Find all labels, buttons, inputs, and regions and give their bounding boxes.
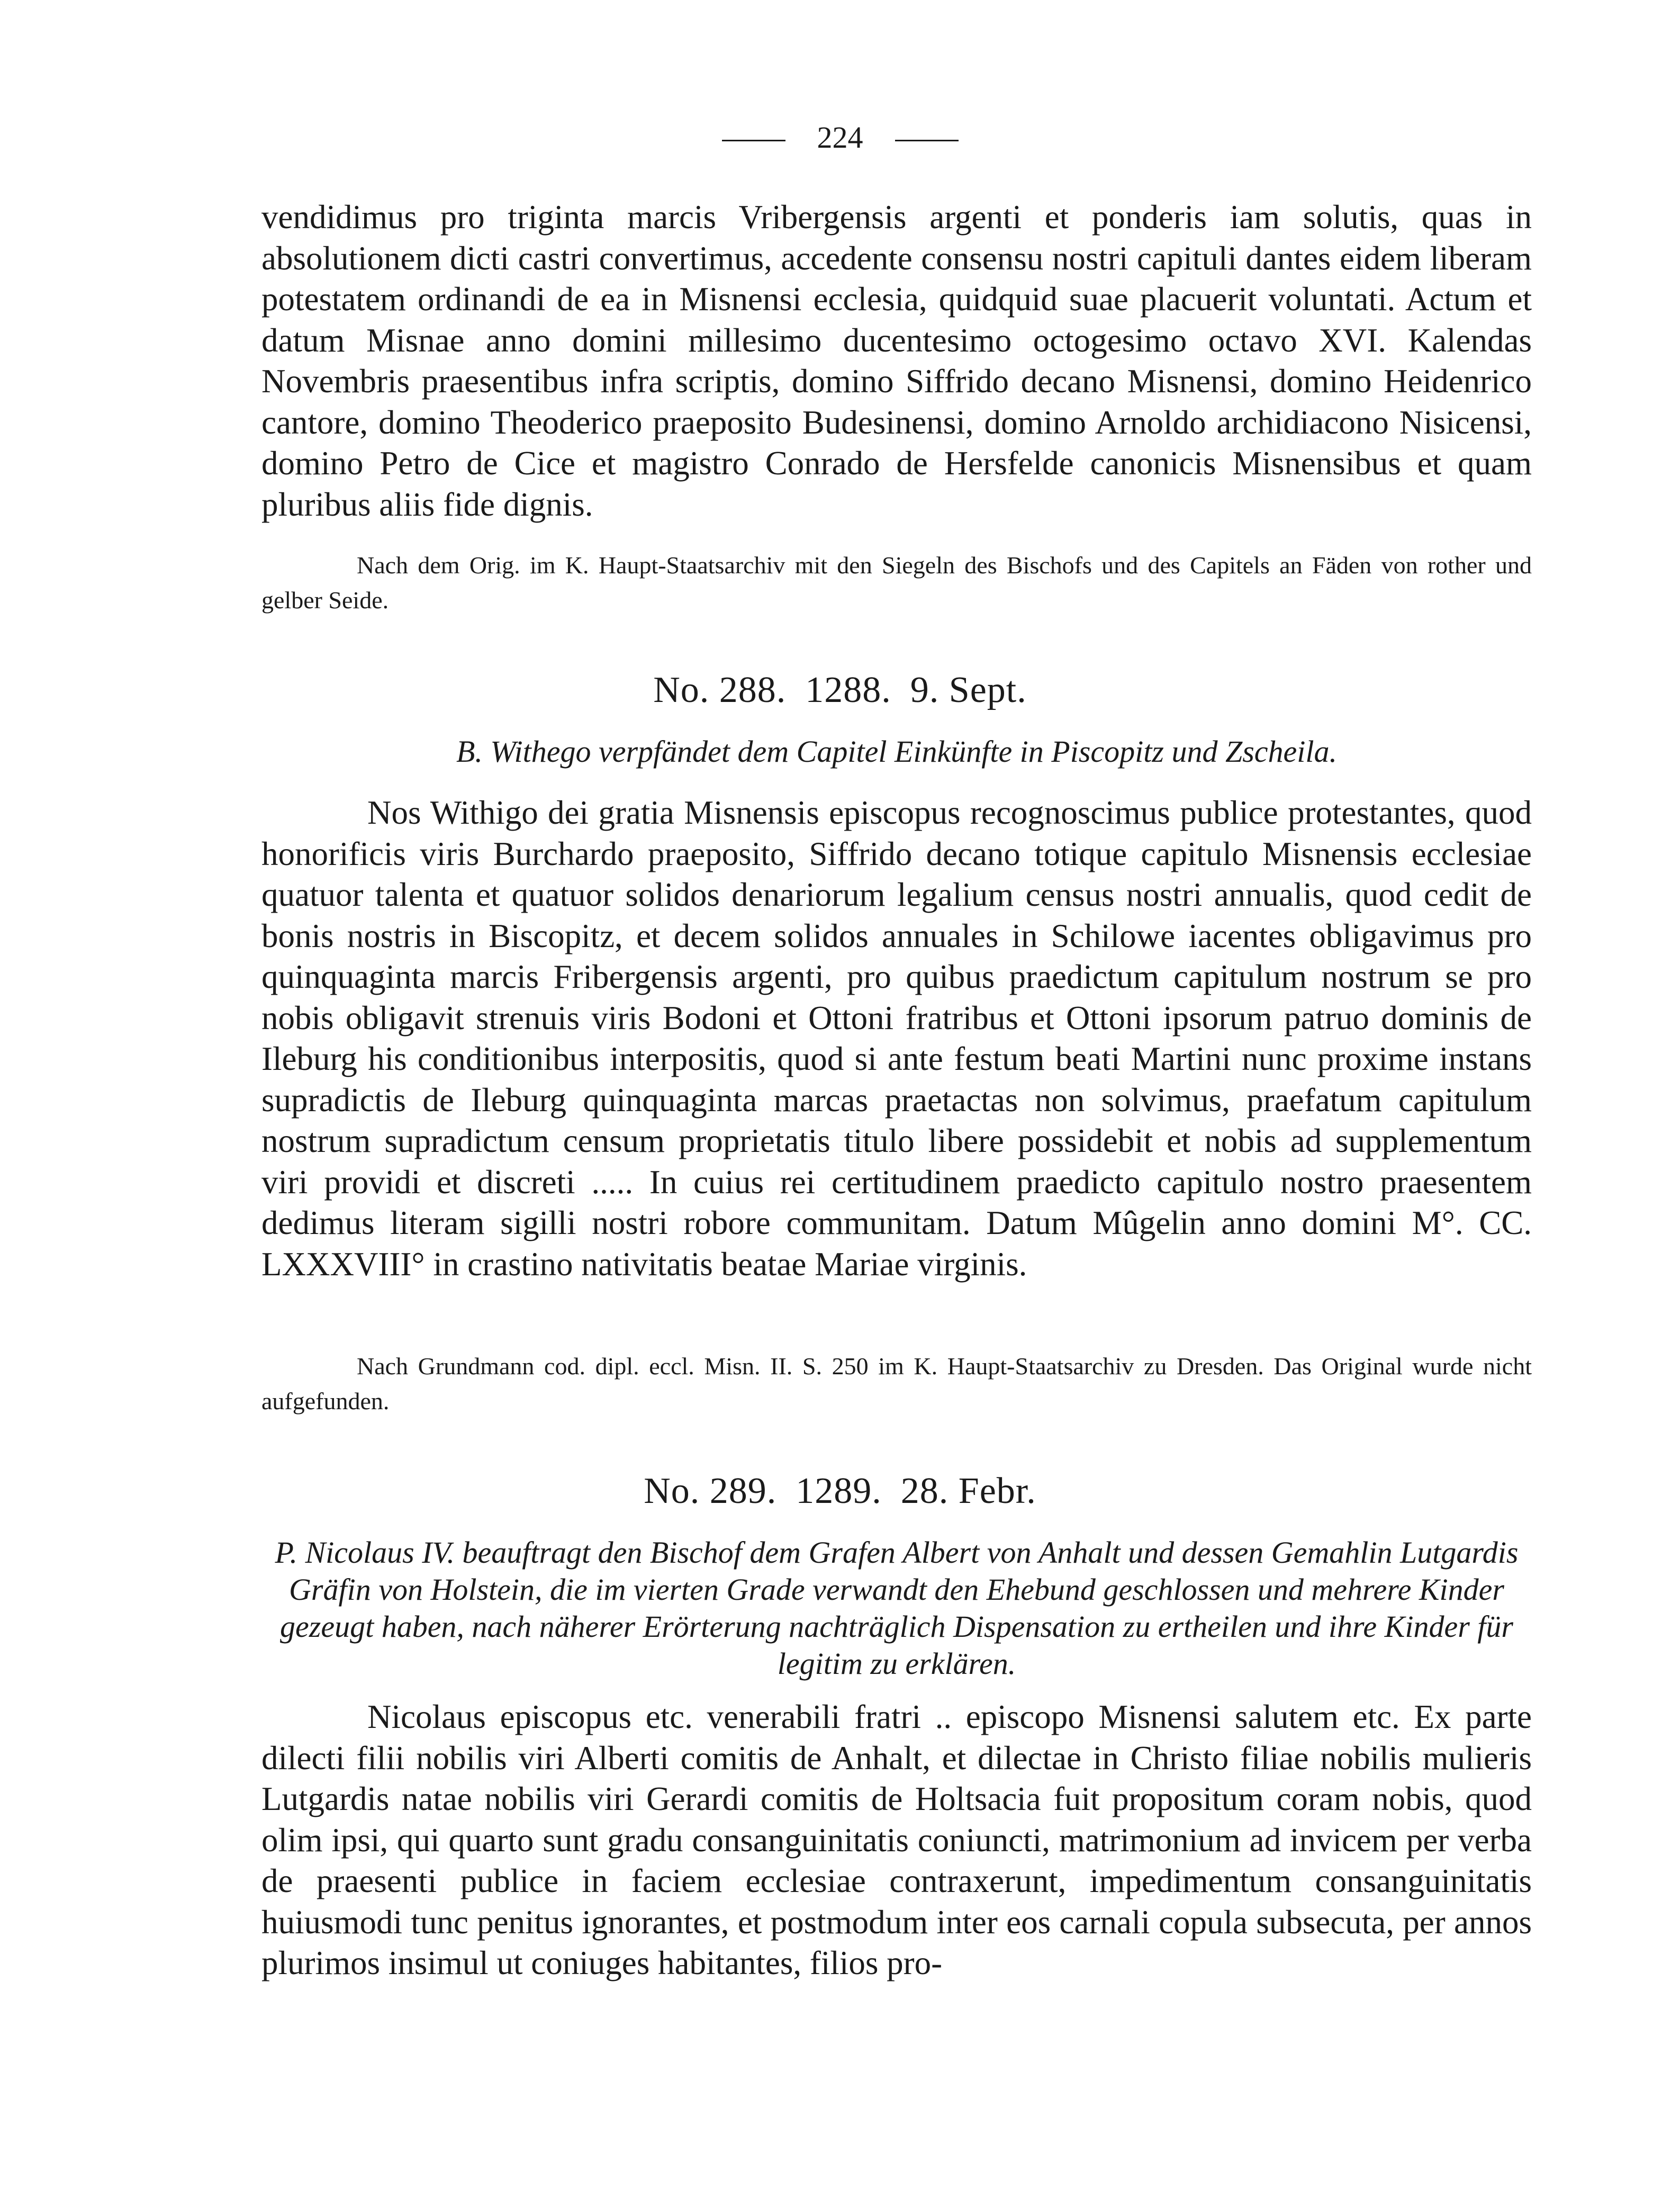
document-body: Nicolaus episcopus etc. venerabili fratri .. episcopo Misnensi salutem etc. Ex parte dilecti filii nobilis viri Alberti comitis de Anhalt, et dilectae in Christo filiae nobilis mulieris Lutgardis natae nobilis viri Gerardi comitis de Holtsacia fuit propositum coram nobis, quod olim ipsi, qui quarto sunt gradu consanguinitatis coniuncti, matrimonium ad invicem per verba de praesenti publice in faciem ecclesiae contraxerunt, impedimentum consanguinitatis huiusmodi tunc penitus ignorantes, et postmodum inter eos carnali copula subsecuta, per annos plurimos insimul ut coniuges habitantes, filios pro- — [261, 1698, 1532, 1981]
header-rule-right — [895, 140, 959, 141]
document-text-289 — [261, 1697, 1532, 1984]
document-date: 28. Febr. — [900, 1471, 1036, 1511]
document-number: No. 289. — [644, 1471, 777, 1511]
document-note-288 — [261, 1349, 1532, 1419]
page-header — [0, 119, 1680, 156]
page-number: 224 — [817, 120, 863, 155]
document-number: No. 288. — [653, 670, 787, 710]
continuation-section — [261, 197, 1532, 525]
header-rule-left — [722, 140, 785, 141]
continuation-note-section — [261, 548, 1532, 618]
document-text-288 — [261, 792, 1532, 1285]
document-summary-288 — [261, 733, 1532, 770]
document-heading-288 — [0, 668, 1680, 713]
document-summary: P. Nicolaus IV. beauftragt den Bischof dem Grafen Albert von Anhalt und dessen Gemahlin Lutgardis Gräfin von Holstein, die im vierten Grade verwandt den Ehebund geschlossen und mehrere Kinder gezeugt haben, nach näherer Erörterung nachträglich Dispensation zu ertheilen und ihre Kinder für legitim zu erklären. — [275, 1535, 1519, 1681]
document-summary: B. Withego verpfändet dem Capitel Einkünfte in Piscopitz und Zscheila. — [456, 734, 1338, 769]
source-note: Nach dem Orig. im K. Haupt-Staatsarchiv mit den Siegeln des Bischofs und des Capitels an Fäden von rother und gelber Seide. — [261, 552, 1532, 614]
document-summary-289 — [261, 1534, 1532, 1682]
continuation-text: vendidimus pro triginta marcis Vribergensis argenti et ponderis iam solutis, quas in absolutionem dicti castri convertimus, accedente consensu nostri capituli dantes eidem liberam potestatem ordinandi de ea in Misnensi ecclesia, quidquid suae placuerit voluntati. Actum et datum Misnae anno domini millesimo ducentesimo octogesimo octavo XVI. Kalendas Novembris praesentibus infra scriptis, domino Siffrido decano Misnensi, domino Heidenrico cantore, domino Theoderico praeposito Budesinensi, domino Arnoldo archidiacono Nisicensi, domino Petro de Cice et magistro Conrado de Hersfelde canonicis Misnensibus et quam pluribus aliis fide dignis. — [261, 199, 1532, 523]
document-heading-289 — [0, 1469, 1680, 1514]
document-year: 1289. — [796, 1471, 882, 1511]
document-date: 9. Sept. — [910, 670, 1027, 710]
document-year: 1288. — [805, 670, 891, 710]
document-body: Nos Withigo dei gratia Misnensis episcopus recognoscimus publice protestantes, quod honorificis viris Burchardo praeposito, Siffrido decano totique capitulo Misnensis ecclesiae quatuor talenta et quatuor solidos denariorum legalium census nostri annualis, quod cedit de bonis nostris in Biscopitz, et decem solidos annuales in Schilowe iacentes obligavimus pro quinquaginta marcis Fribergensis argenti, pro quibus praedictum capitulum nostrum se pro nobis obligavit strenuis viris Bodoni et Ottoni fratribus et Ottoni ipsorum patruo dominis de Ileburg his conditionibus interpositis, quod si ante festum beati Martini nunc proxime instans supradictis de Ileburg quinquaginta marcas praetactas non solvimus, praefatum capitulum nostrum supradictum censum proprietatis titulo libere possidebit et nobis ad supplementum viri providi et discreti ..... In cuius rei certitudinem praedicto capitulo nostro praesentem dedimus literam sigilli nostri robore communitam. Datum Mûgelin anno domini M°. CC. LXXXVIII° in crastino nativitatis beatae Mariae virginis. — [261, 794, 1532, 1283]
source-note: Nach Grundmann cod. dipl. eccl. Misn. II. S. 250 im K. Haupt-Staatsarchiv zu Dresden. Das Original wurde nicht aufgefunden. — [261, 1353, 1532, 1415]
